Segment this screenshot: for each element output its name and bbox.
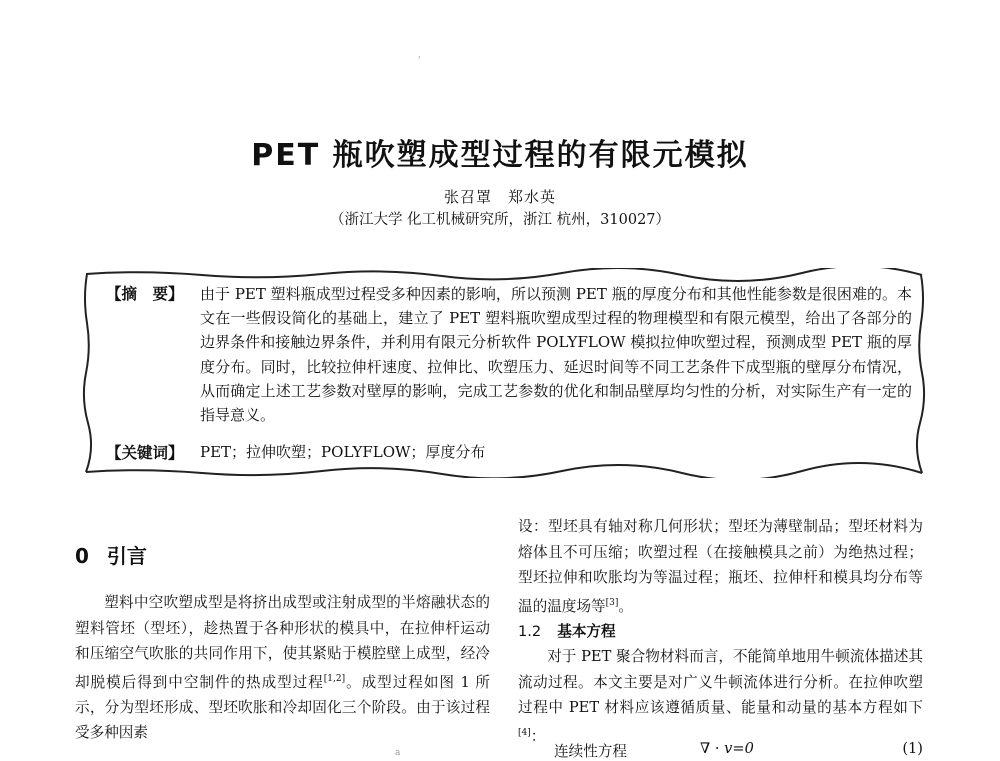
- scan-mark-top: ': [418, 56, 421, 66]
- paper-title: PET 瓶吹塑成型过程的有限元模拟: [251, 138, 749, 173]
- citation-3[interactable]: [3]: [605, 597, 619, 608]
- abstract-label: 【摘 要】: [106, 284, 184, 303]
- citation-1-2[interactable]: [1,2]: [323, 673, 346, 684]
- subsection-heading: [518, 619, 923, 645]
- scan-mark-bottom: a: [395, 748, 401, 758]
- assumptions-text: 设：型坯具有轴对称几何形状；型坯为薄壁制品；型坯材料为熔体且不可压缩；吹塑过程（在接触模具之前）为绝热过程；型坯拉伸和吹胀均为等温过程；瓶坯、拉伸杆和模具均分布等温的温度场等: [518, 518, 923, 615]
- right-column: [518, 514, 923, 749]
- authors: 张召罩 郑水英: [443, 188, 556, 206]
- equations-paragraph: [518, 644, 923, 749]
- intro-paragraph: [75, 590, 490, 746]
- section-heading-introduction: [75, 540, 147, 569]
- equations-end: ：: [530, 727, 546, 745]
- intro-text-part1: 塑料中空吹塑成型是将挤出成型或注射成型的半熔融状态的塑料管坯（型坯），趁热置于各种形状的模具中，在拉伸杆运动和压缩空气吹胀的共同作用下，使其紧贴于模腔壁上成型，经冷却脱模后得到中空制件的热成型过程: [75, 594, 490, 691]
- equation-expression: ∇ · v=0: [700, 740, 754, 757]
- keywords-text: PET；拉伸吹塑；POLYFLOW；厚度分布: [200, 443, 486, 461]
- abstract-text: 由于 PET 塑料瓶成型过程受多种因素的影响，所以预测 PET 瓶的厚度分布和其他性能参数是很困难的。本文在一些假设简化的基础上，建立了 PET 塑料瓶吹塑成型过程的物理模型和有限元模型，给出了各部分的边界条件和接触边界条件，并利用有限元分析软件 POLYFLOW 模拟拉伸吹塑过程，预测成型 PET 瓶的厚度分布。同时，比较拉伸杆速度、拉伸比、吹塑压力、延迟时间等不同工艺条件下成型瓶的壁厚分布情况，从而确定上述工艺参数对壁厚的影响，完成工艺参数的优化和制品壁厚均匀性的分析，对实际生产有一定的指导意义。: [200, 285, 912, 425]
- affiliation: （浙江大学 化工机械研究所，浙江 杭州，310027）: [329, 212, 671, 228]
- equation-number: (1): [902, 740, 923, 757]
- assumptions-paragraph: [518, 514, 923, 619]
- abstract-box: [82, 268, 926, 478]
- section-title: 引言: [106, 544, 147, 568]
- keywords-label: 【关键词】: [106, 443, 184, 462]
- assumptions-end: 。: [618, 597, 633, 615]
- subsection-title: 基本方程: [557, 622, 616, 640]
- intro-text-part2: 。成型过程如图 1 所示，分为型坯形成、型坯吹胀和冷却固化三个阶段。由于该过程受多种因素: [75, 673, 490, 742]
- equation-label: 连续性方程: [554, 743, 627, 760]
- left-column: [75, 590, 490, 746]
- citation-4[interactable]: [4]: [518, 727, 531, 738]
- section-number: 0: [75, 544, 89, 568]
- subsection-number: 1.2: [518, 622, 542, 640]
- equations-text: 对于 PET 聚合物材料而言，不能简单地用牛顿流体描述其流动过程。本文主要是对广义牛顿流体进行分析。在拉伸吹塑过程中 PET 材料应该遵循质量、能量和动量的基本方程如下: [518, 648, 923, 717]
